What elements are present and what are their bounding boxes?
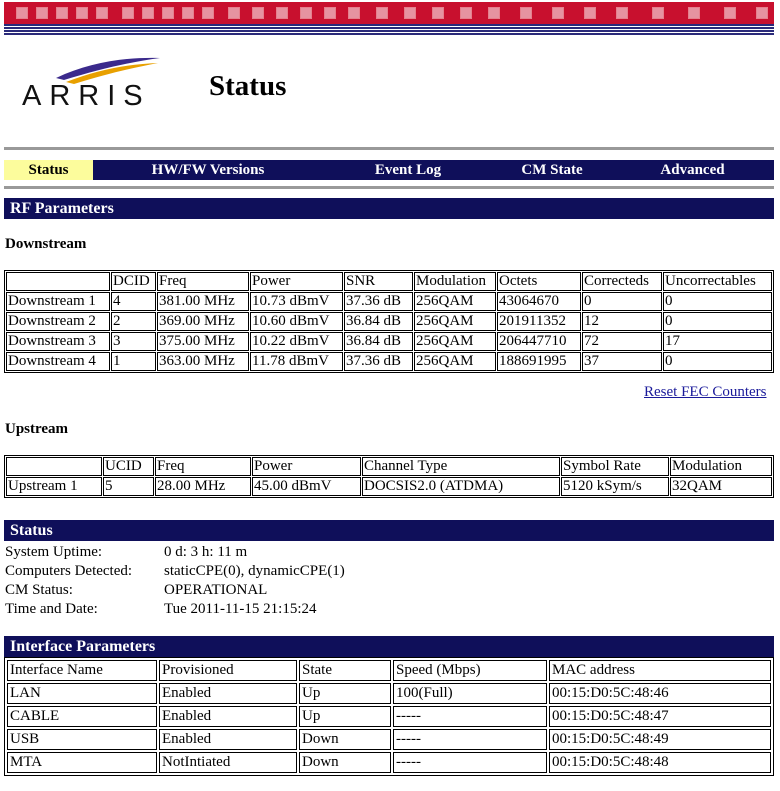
banner-square xyxy=(688,7,700,19)
table-cell: Enabled xyxy=(159,683,297,704)
table-row xyxy=(6,312,772,331)
arris-logo xyxy=(20,56,170,112)
table-cell: Down xyxy=(299,752,391,773)
table-cell: 381.00 MHz xyxy=(157,292,249,311)
banner-square xyxy=(488,7,500,19)
status-row-computers xyxy=(5,562,345,581)
table-header-cell: Power xyxy=(252,457,361,476)
table-cell: 2 xyxy=(111,312,156,331)
table-cell: 5120 kSym/s xyxy=(561,477,669,496)
banner-square xyxy=(300,7,312,19)
table-cell: Down xyxy=(299,729,391,750)
table-cell: 363.00 MHz xyxy=(157,352,249,371)
table-cell: LAN xyxy=(7,683,157,704)
table-cell: 5 xyxy=(103,477,154,496)
table-cell: 32QAM xyxy=(670,477,772,496)
status-key: Time and Date: xyxy=(5,601,98,617)
table-cell: 45.00 dBmV xyxy=(252,477,361,496)
banner-square xyxy=(652,7,664,19)
table-cell: 1 xyxy=(111,352,156,371)
table-header-cell xyxy=(6,457,102,476)
status-value: 0 d: 3 h: 11 m xyxy=(164,544,248,560)
table-row xyxy=(6,292,772,311)
table-cell: 201911352 xyxy=(497,312,581,331)
banner-stripes xyxy=(4,24,774,36)
tab-status[interactable]: Status xyxy=(4,160,93,180)
table-row xyxy=(7,729,771,750)
table-cell: 10.22 dBmV xyxy=(250,332,343,351)
table-cell: 0 xyxy=(663,352,772,371)
table-cell: DOCSIS2.0 (ATDMA) xyxy=(362,477,560,496)
table-row xyxy=(6,332,772,351)
table-cell: 43064670 xyxy=(497,292,581,311)
table-cell: MTA xyxy=(7,752,157,773)
table-cell: Upstream 1 xyxy=(6,477,102,496)
table-header-cell: State xyxy=(299,660,391,681)
table-cell: ----- xyxy=(393,706,547,727)
banner-square xyxy=(252,7,264,19)
table-cell: 37.36 dB xyxy=(344,292,413,311)
banner-square xyxy=(56,7,68,19)
table-cell: USB xyxy=(7,729,157,750)
banner-square xyxy=(520,7,532,19)
table-cell: 256QAM xyxy=(414,292,496,311)
banner-square xyxy=(616,7,628,19)
header-banner xyxy=(4,2,774,24)
banner-square xyxy=(202,7,214,19)
banner-square xyxy=(228,7,240,19)
table-cell: 00:15:D0:5C:48:49 xyxy=(549,729,771,750)
status-value: OPERATIONAL xyxy=(164,582,268,598)
tab-hw-fw-versions[interactable]: HW/FW Versions xyxy=(151,162,265,178)
banner-square xyxy=(122,7,134,19)
table-cell: 12 xyxy=(582,312,662,331)
table-cell: 11.78 dBmV xyxy=(250,352,343,371)
table-row xyxy=(7,752,771,773)
banner-square xyxy=(36,7,48,19)
table-cell: 100(Full) xyxy=(393,683,547,704)
table-header-cell: Symbol Rate xyxy=(561,457,669,476)
table-cell: 4 xyxy=(111,292,156,311)
table-cell: 369.00 MHz xyxy=(157,312,249,331)
table-header-row xyxy=(7,660,771,681)
banner-square xyxy=(432,7,444,19)
banner-square xyxy=(162,7,174,19)
table-cell: 256QAM xyxy=(414,332,496,351)
table-header-cell: Modulation xyxy=(414,272,496,291)
table-cell: 206447710 xyxy=(497,332,581,351)
status-key: CM Status: xyxy=(5,582,73,598)
table-cell: Downstream 4 xyxy=(6,352,110,371)
status-value: staticCPE(0), dynamicCPE(1) xyxy=(164,563,345,579)
status-list xyxy=(5,543,345,619)
table-cell: CABLE xyxy=(7,706,157,727)
table-cell: 188691995 xyxy=(497,352,581,371)
upstream-heading: Upstream xyxy=(5,421,69,437)
table-header-cell: SNR xyxy=(344,272,413,291)
upstream-table xyxy=(4,455,774,498)
reset-fec-counters-link[interactable]: Reset FEC Counters xyxy=(644,384,767,400)
table-cell: 256QAM xyxy=(414,352,496,371)
table-cell: 36.84 dB xyxy=(344,312,413,331)
status-row-uptime xyxy=(5,543,345,562)
table-cell: 10.60 dBmV xyxy=(250,312,343,331)
table-header-cell: Freq xyxy=(155,457,251,476)
banner-square xyxy=(348,7,360,19)
table-cell: 72 xyxy=(582,332,662,351)
banner-square xyxy=(460,7,472,19)
table-header-cell: Power xyxy=(250,272,343,291)
table-header-row xyxy=(6,457,772,476)
banner-square xyxy=(404,7,416,19)
banner-square xyxy=(552,7,564,19)
interface-parameters-header: Interface Parameters xyxy=(4,636,774,657)
table-cell: 37 xyxy=(582,352,662,371)
table-cell: 3 xyxy=(111,332,156,351)
table-header-cell: Provisioned xyxy=(159,660,297,681)
table-row xyxy=(6,477,772,496)
table-cell: 10.73 dBmV xyxy=(250,292,343,311)
page-title: Status xyxy=(209,70,287,102)
table-cell: ----- xyxy=(393,729,547,750)
table-cell: Downstream 3 xyxy=(6,332,110,351)
table-header-cell: UCID xyxy=(103,457,154,476)
tab-advanced[interactable]: Advanced xyxy=(660,162,725,178)
table-cell: Enabled xyxy=(159,706,297,727)
table-cell: NotIntiated xyxy=(159,752,297,773)
rf-parameters-header: RF Parameters xyxy=(4,198,774,219)
table-cell: Up xyxy=(299,683,391,704)
table-header-cell: DCID xyxy=(111,272,156,291)
table-header-row xyxy=(6,272,772,291)
banner-square xyxy=(584,7,596,19)
tab-event-log[interactable]: Event Log xyxy=(374,162,442,178)
main-nav xyxy=(4,160,774,180)
divider xyxy=(4,147,774,150)
banner-square xyxy=(756,7,768,19)
banner-square xyxy=(324,7,336,19)
table-cell: 17 xyxy=(663,332,772,351)
tab-cm-state[interactable]: CM State xyxy=(521,162,583,178)
table-header-cell: Octets xyxy=(497,272,581,291)
table-cell: 0 xyxy=(663,292,772,311)
status-key: Computers Detected: xyxy=(5,563,133,579)
banner-square xyxy=(76,7,88,19)
table-header-cell xyxy=(6,272,110,291)
table-row xyxy=(7,683,771,704)
table-row xyxy=(7,706,771,727)
table-header-cell: Correcteds xyxy=(582,272,662,291)
table-cell: Downstream 1 xyxy=(6,292,110,311)
banner-square xyxy=(182,7,194,19)
banner-square xyxy=(376,7,388,19)
status-row-cm-status xyxy=(5,581,345,600)
interface-table xyxy=(4,657,774,776)
table-cell: Downstream 2 xyxy=(6,312,110,331)
table-cell: 0 xyxy=(582,292,662,311)
table-cell: 36.84 dB xyxy=(344,332,413,351)
banner-square xyxy=(724,7,736,19)
table-cell: 256QAM xyxy=(414,312,496,331)
table-cell: 37.36 dB xyxy=(344,352,413,371)
status-key: System Uptime: xyxy=(5,544,103,560)
table-row xyxy=(6,352,772,371)
status-row-time xyxy=(5,600,345,619)
table-header-cell: Uncorrectables xyxy=(663,272,772,291)
banner-square xyxy=(96,7,108,19)
table-header-cell: MAC address xyxy=(549,660,771,681)
table-cell: 00:15:D0:5C:48:48 xyxy=(549,752,771,773)
banner-square xyxy=(16,7,28,19)
table-cell: 00:15:D0:5C:48:47 xyxy=(549,706,771,727)
divider xyxy=(4,186,774,189)
table-cell: 0 xyxy=(663,312,772,331)
table-cell: 00:15:D0:5C:48:46 xyxy=(549,683,771,704)
table-cell: Enabled xyxy=(159,729,297,750)
table-header-cell: Interface Name xyxy=(7,660,157,681)
table-cell: 375.00 MHz xyxy=(157,332,249,351)
table-cell: ----- xyxy=(393,752,547,773)
status-header: Status xyxy=(4,520,774,541)
table-header-cell: Freq xyxy=(157,272,249,291)
table-cell: Up xyxy=(299,706,391,727)
downstream-heading: Downstream xyxy=(5,236,87,252)
table-header-cell: Channel Type xyxy=(362,457,560,476)
banner-square xyxy=(142,7,154,19)
banner-square xyxy=(276,7,288,19)
table-cell: 28.00 MHz xyxy=(155,477,251,496)
table-header-cell: Modulation xyxy=(670,457,772,476)
logo-text: ARRIS xyxy=(22,80,151,112)
table-header-cell: Speed (Mbps) xyxy=(393,660,547,681)
status-value: Tue 2011-11-15 21:15:24 xyxy=(164,601,317,617)
downstream-table xyxy=(4,270,774,373)
